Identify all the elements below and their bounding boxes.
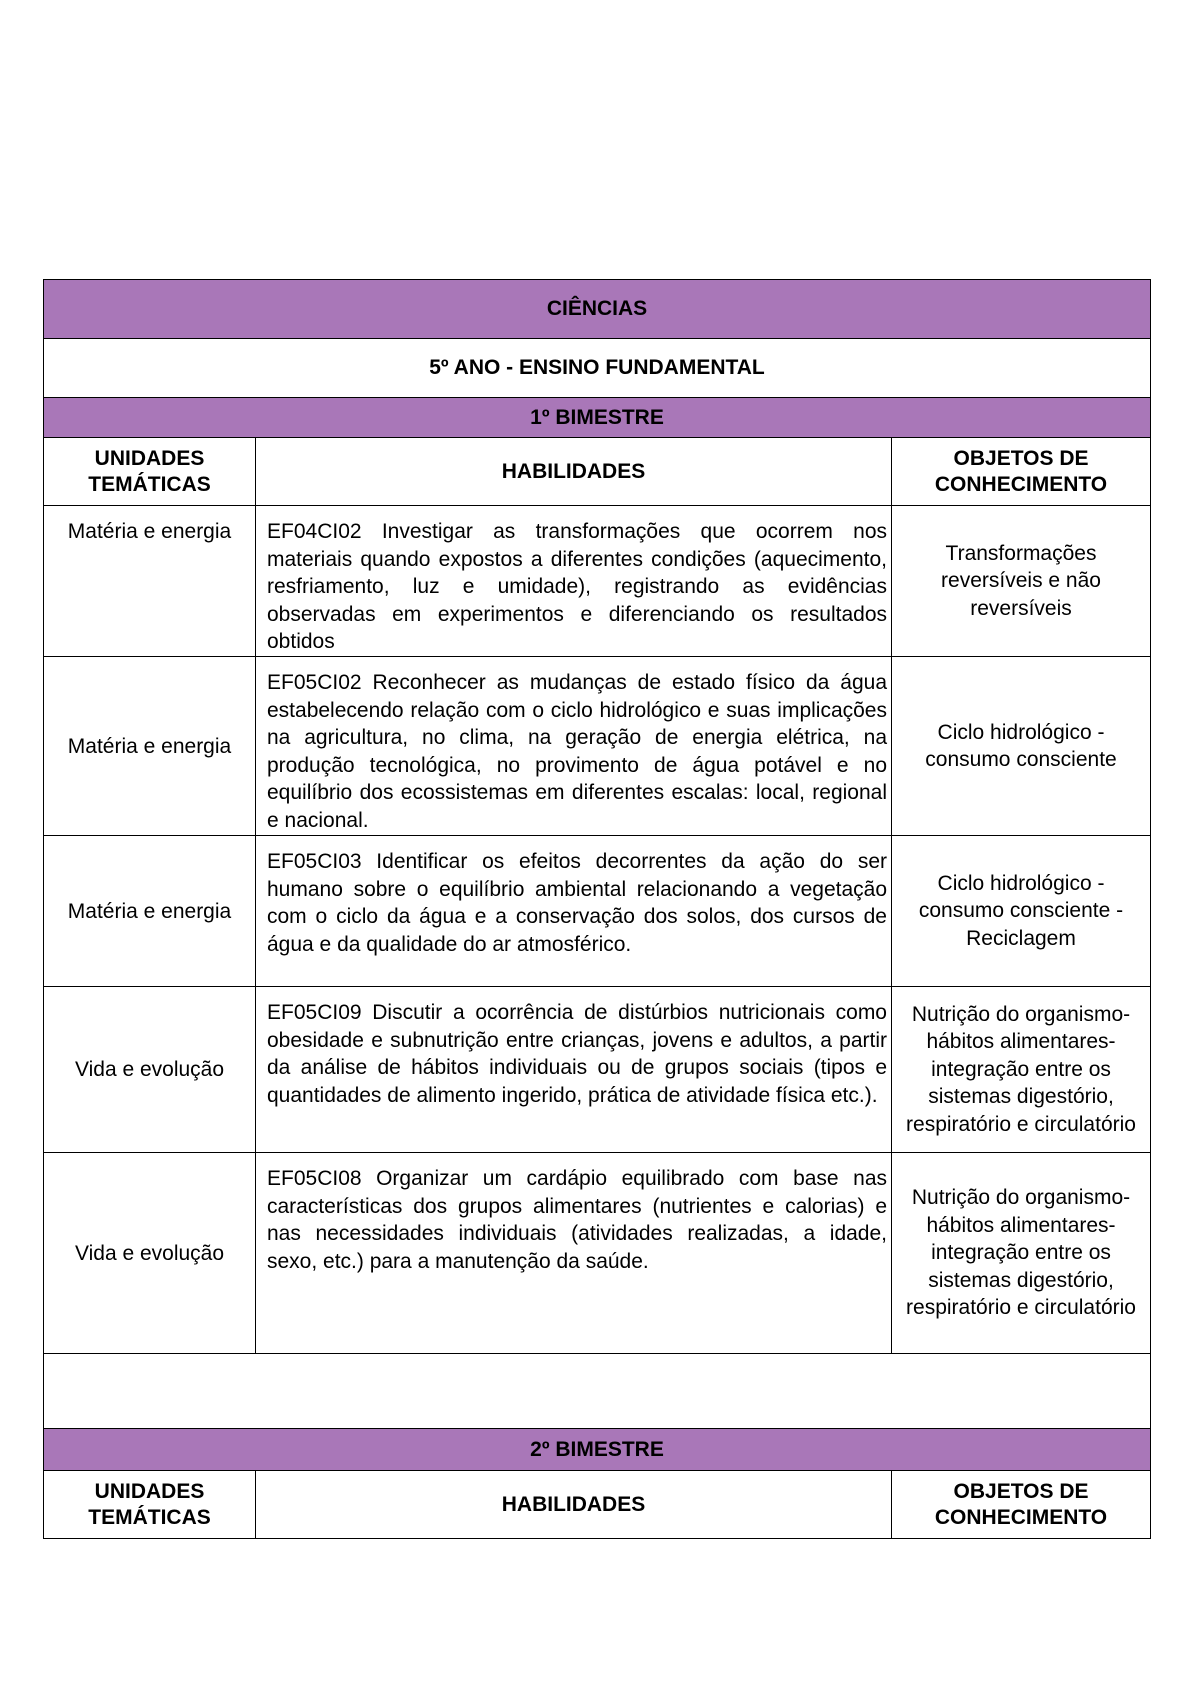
header-habilidades: HABILIDADES <box>256 1471 892 1539</box>
objeto-cell: Ciclo hidrológico - consumo consciente <box>892 657 1151 836</box>
table-row <box>44 1153 1151 1354</box>
habilidade-cell <box>256 987 892 1153</box>
habilidade-cell <box>256 836 892 987</box>
unidade-cell: Vida e evolução <box>44 1153 256 1354</box>
table-row <box>44 987 1151 1153</box>
habilidade-text: EF05CI02 Reconhecer as mudanças de estado físico da água estabelecendo relação com o ciclo hidrológico e suas implicações na agricultura, no clima, na geração de energia elétrica, na produção tecnológica, no provimento de água potável e no equilíbrio dos ecossistemas em diferentes escalas: local, regional e nacional. <box>267 671 887 832</box>
subtitle-row <box>44 339 1151 398</box>
header-unidades-tematicas: UNIDADES TEMÁTICAS <box>44 1471 256 1539</box>
table-row <box>44 836 1151 987</box>
bimestre-1-row <box>44 398 1151 438</box>
habilidade-cell <box>256 506 892 657</box>
unidade-cell: Matéria e energia <box>44 506 256 657</box>
objeto-cell: Nutrição do organismo-hábitos alimentares-integração entre os sistemas digestório, respiratório e circulatório <box>892 987 1151 1153</box>
bimestre-1-title: 1º BIMESTRE <box>44 398 1151 438</box>
bimestre-2-header-row <box>44 1471 1151 1539</box>
objeto-cell: Ciclo hidrológico - consumo consciente - Reciclagem <box>892 836 1151 987</box>
habilidade-text: EF05CI08 Organizar um cardápio equilibrado com base nas características dos grupos alimentares (nutrientes e calorias) e nas necessidades individuais (atividades realizadas, a idade, sexo, etc.) para a manutenção da saúde. <box>267 1167 887 1273</box>
habilidade-cell <box>256 657 892 836</box>
unidade-cell: Matéria e energia <box>44 836 256 987</box>
table-row <box>44 657 1151 836</box>
unidade-cell: Matéria e energia <box>44 657 256 836</box>
unidade-cell: Vida e evolução <box>44 987 256 1153</box>
header-objetos-conhecimento: OBJETOS DE CONHECIMENTO <box>892 438 1151 506</box>
grade-subtitle: 5º ANO - ENSINO FUNDAMENTAL <box>44 339 1151 398</box>
subject-title: CIÊNCIAS <box>44 280 1151 339</box>
objeto-cell: Transformações reversíveis e não reversíveis <box>892 506 1151 657</box>
habilidade-text: EF05CI09 Discutir a ocorrência de distúrbios nutricionais como obesidade e subnutrição entre crianças, jovens e adultos, a partir da análise de hábitos individuais ou de grupos sociais (tipos e quantidades de alimento ingerido, prática de atividade física etc.). <box>267 1001 887 1107</box>
header-habilidades: HABILIDADES <box>256 438 892 506</box>
objeto-cell: Nutrição do organismo-hábitos alimentares-integração entre os sistemas digestório, respiratório e circulatório <box>892 1153 1151 1354</box>
title-row <box>44 280 1151 339</box>
bimestre-2-row <box>44 1429 1151 1471</box>
curriculum-table <box>43 279 1151 1539</box>
header-objetos-conhecimento: OBJETOS DE CONHECIMENTO <box>892 1471 1151 1539</box>
habilidade-text: EF05CI03 Identificar os efeitos decorrentes da ação do ser humano sobre o equilíbrio ambiental relacionando a vegetação com o ciclo da água e a conservação dos solos, dos cursos de água e da qualidade do ar atmosférico. <box>267 850 887 956</box>
habilidade-text: EF04CI02 Investigar as transformações que ocorrem nos materiais quando expostos a diferentes condições (aquecimento, resfriamento, luz e umidade), registrando as evidências observadas em experimentos e diferenciando os resultados obtidos <box>267 520 887 653</box>
header-unidades-tematicas: UNIDADES TEMÁTICAS <box>44 438 256 506</box>
blank-cell <box>44 1354 1151 1429</box>
bimestre-1-header-row <box>44 438 1151 506</box>
table-row <box>44 506 1151 657</box>
spacer-row <box>44 1354 1151 1429</box>
bimestre-2-title: 2º BIMESTRE <box>44 1429 1151 1471</box>
habilidade-cell <box>256 1153 892 1354</box>
